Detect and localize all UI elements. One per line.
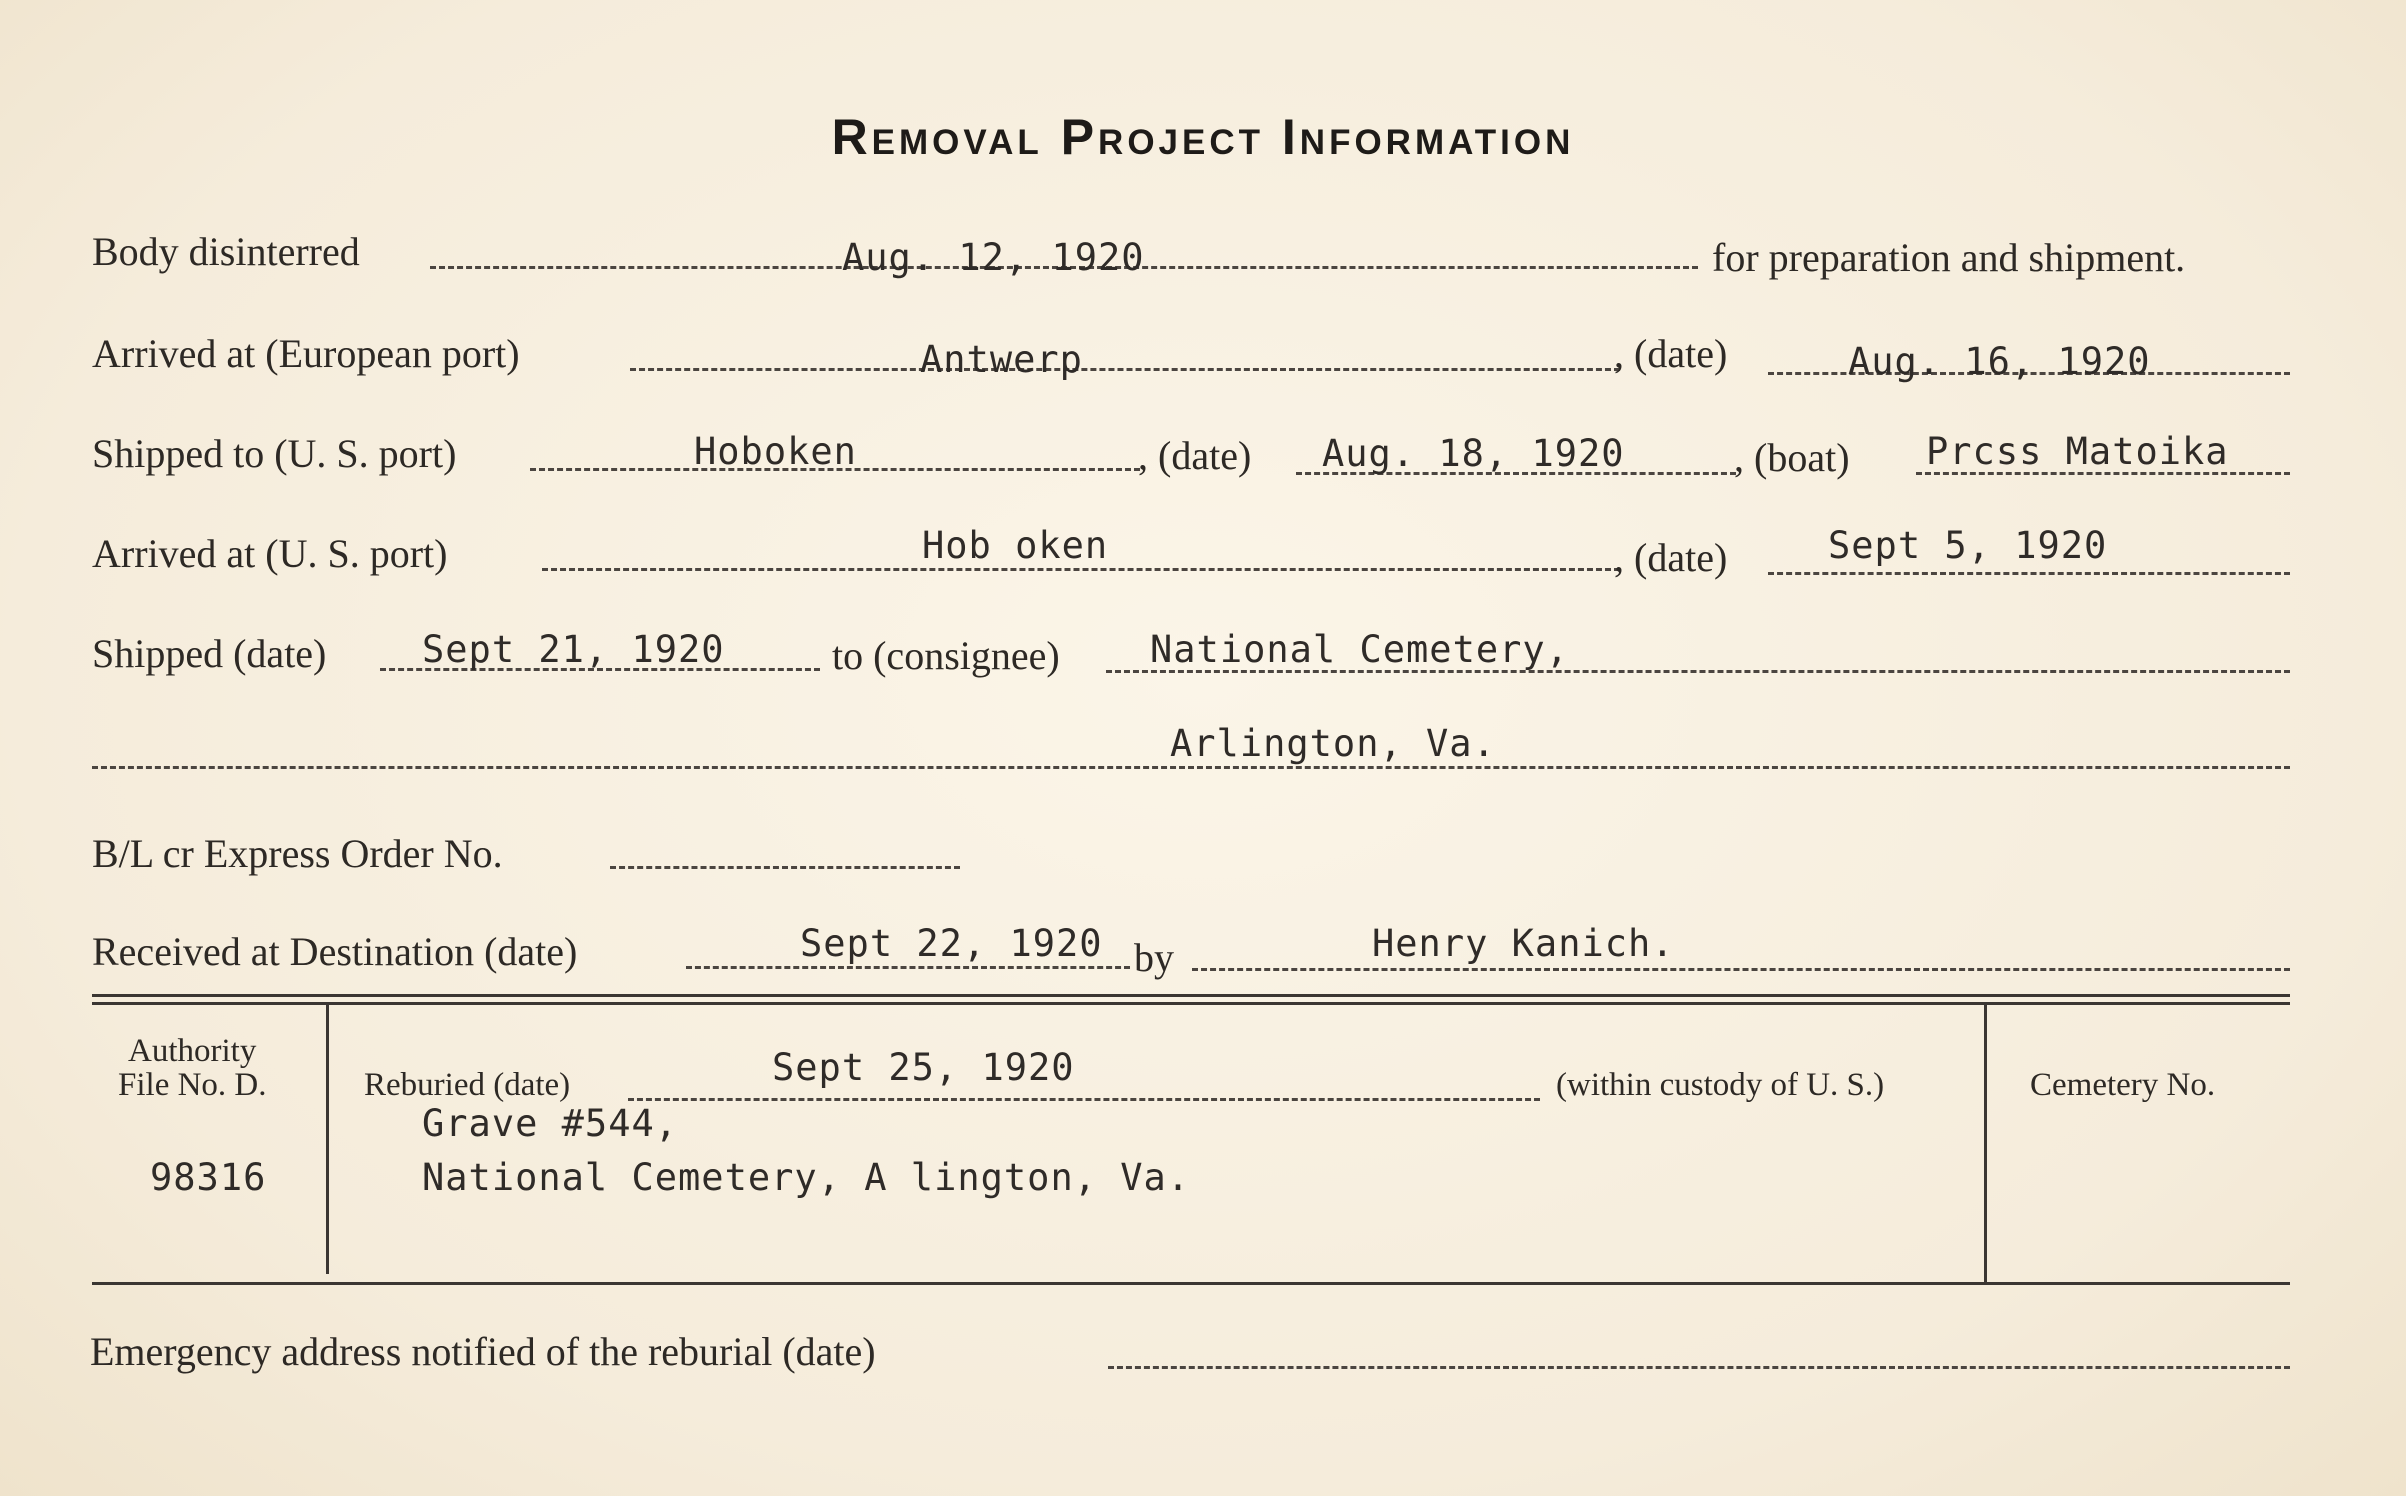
box-top-rule	[92, 994, 2290, 997]
reburied-label: Reburied (date)	[364, 1067, 571, 1103]
grave-line-2: National Cemetery, A lington, Va.	[422, 1156, 1191, 1199]
shipped-us-value: Hoboken	[694, 430, 857, 473]
authority-label-1: Authority	[128, 1033, 257, 1069]
consignee-label: to (consignee)	[832, 633, 1060, 678]
consignee-value-2: Arlington, Va.	[1170, 722, 1496, 765]
box-divider-left	[326, 1004, 329, 1274]
disinterred-label: Body disinterred	[92, 229, 360, 274]
bl-order-label: B/L cr Express Order No.	[92, 831, 503, 876]
consignee-value: National Cemetery,	[1150, 628, 1569, 671]
bl-order-line	[610, 866, 960, 869]
arrived-us-date: Sept 5, 1920	[1828, 524, 2108, 567]
emergency-line	[1108, 1366, 2290, 1369]
received-by: Henry Kanich.	[1372, 922, 1675, 965]
shipped-us-boat: Prcss Matoika	[1926, 430, 2229, 473]
cemetery-label: Cemetery No.	[2030, 1067, 2216, 1103]
custody-label: (within custody of U. S.)	[1556, 1067, 1885, 1103]
card-title: Removal Project Information	[831, 109, 1575, 165]
authority-label-2: File No. D.	[118, 1067, 267, 1103]
arrived-us-label: Arrived at (U. S. port)	[92, 531, 448, 576]
shipped-us-date-label: , (date)	[1138, 433, 1252, 478]
box-divider-right	[1984, 1004, 1987, 1284]
emergency-label: Emergency address notified of the reburial (date)	[90, 1329, 876, 1374]
shipped-us-label: Shipped to (U. S. port)	[92, 431, 457, 476]
received-date-line	[686, 966, 1130, 969]
european-port-date-label: , (date)	[1614, 331, 1728, 376]
european-port-value: Antwerp	[920, 338, 1083, 381]
reburied-date: Sept 25, 1920	[772, 1046, 1075, 1089]
disinterred-suffix: for preparation and shipment.	[1712, 235, 2186, 280]
reburied-line	[628, 1098, 1540, 1101]
arrived-us-date-label: , (date)	[1614, 535, 1728, 580]
received-by-label: by	[1134, 935, 1174, 980]
shipped-us-boat-label: , (boat)	[1734, 435, 1850, 480]
shipped-date-value: Sept 21, 1920	[422, 628, 725, 671]
european-port-line	[630, 368, 1620, 371]
received-label: Received at Destination (date)	[92, 929, 578, 974]
box-bottom-rule	[92, 1282, 2290, 1285]
consignee-line-2	[92, 766, 2290, 769]
arrived-us-value: Hob oken	[922, 524, 1109, 567]
arrived-us-date-line	[1768, 572, 2290, 575]
shipped-date-label: Shipped (date)	[92, 631, 327, 676]
shipped-us-date: Aug. 18, 1920	[1322, 432, 1625, 475]
received-date: Sept 22, 1920	[800, 922, 1103, 965]
received-by-line	[1192, 968, 2290, 971]
grave-line-1: Grave #544,	[422, 1102, 679, 1145]
authority-value: 98316	[150, 1156, 267, 1199]
box-top-rule-2	[92, 1002, 2290, 1005]
disinterred-value: Aug. 12, 1920	[842, 236, 1145, 279]
european-port-label: Arrived at (European port)	[92, 331, 520, 376]
european-port-date: Aug. 16, 1920	[1848, 340, 2151, 383]
arrived-us-line	[542, 568, 1620, 571]
